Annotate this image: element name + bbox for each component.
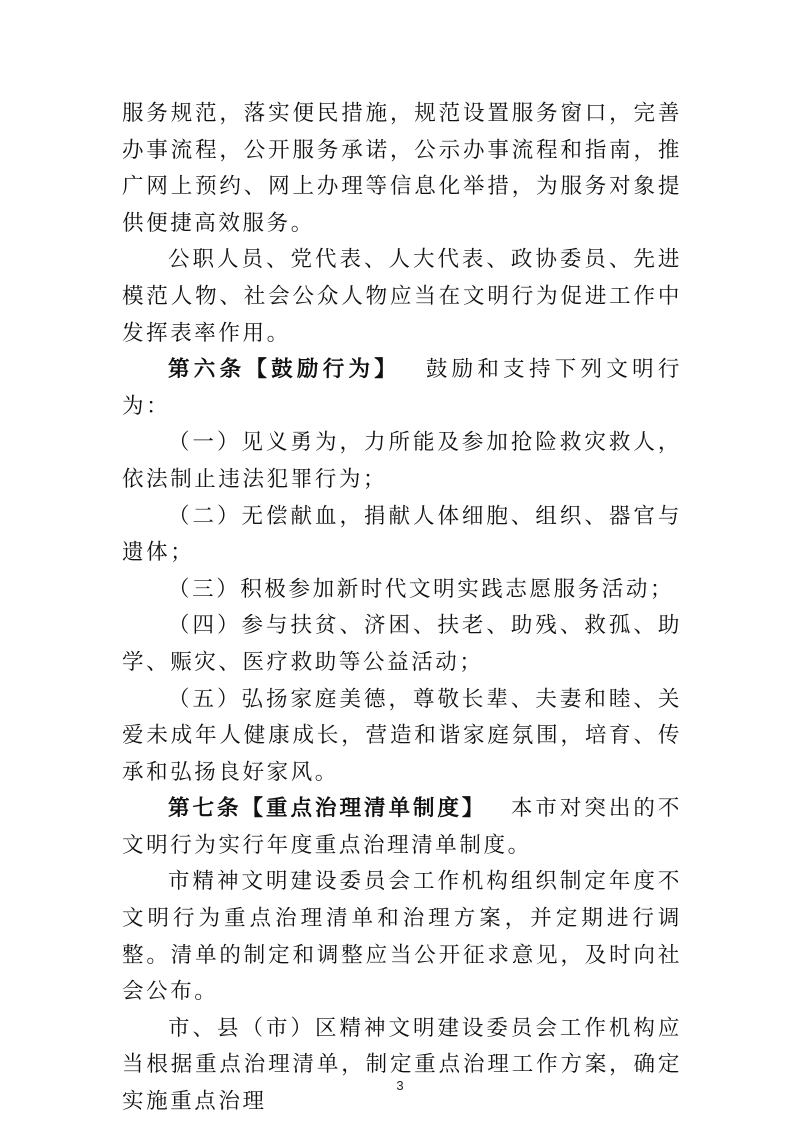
article-6-paragraph	[122, 352, 682, 425]
paragraph-2	[122, 242, 682, 352]
paragraph-text: 公职人员、党代表、人大代表、政协委员、先进模范人物、社会公众人物应当在文明行为促进工作中发挥表率作用。	[122, 247, 682, 346]
paragraph-text: （一）见义勇为，力所能及参加抢险救灾救人，依法制止违法犯罪行为；	[122, 430, 682, 492]
paragraph-text: 本市对突出的不文明行为实行年度重点治理清单制度。	[122, 796, 682, 858]
paragraph-text: （四）参与扶贫、济困、扶老、助残、救孤、助学、赈灾、医疗救助等公益活动；	[122, 613, 682, 675]
paragraph-text: 服务规范，落实便民措施，规范设置服务窗口，完善办事流程，公开服务承诺，公示办事流程和指南，推广网上预约、网上办理等信息化举措，为服务对象提供便捷高效服务。	[122, 101, 682, 236]
page-number: 3	[396, 1078, 404, 1093]
paragraph-10	[122, 864, 682, 1010]
paragraph-text: （三）积极参加新时代文明实践志愿服务活动；	[168, 576, 675, 602]
list-item-4	[122, 608, 682, 681]
paragraph-11	[122, 1011, 682, 1121]
article-heading: 第六条【鼓励行为】	[168, 357, 401, 383]
paragraph-text: 市、县（市）区精神文明建设委员会工作机构应当根据重点治理清单，制定重点治理工作方案，确定实施重点治理	[122, 1015, 682, 1115]
paragraph-text: （二）无偿献血，捐献人体细胞、组织、器官与遗体；	[122, 503, 682, 566]
list-item-5	[122, 682, 682, 792]
list-item-1	[122, 425, 682, 498]
document-page	[122, 96, 682, 1121]
list-item-2	[122, 499, 682, 572]
paragraph-text: 市精神文明建设委员会工作机构组织制定年度不文明行为重点治理清单和治理方案，并定期进行调整。清单的制定和调整应当公开征求意见，及时向社会公布。	[122, 869, 682, 1005]
paragraph-text: （五）弘扬家庭美德，尊敬长辈、夫妻和睦、关爱未成年人健康成长，营造和谐家庭氛围，培育、传承和弘扬良好家风。	[122, 686, 682, 785]
paragraph-text: 鼓励和支持下列文明行为：	[122, 357, 682, 419]
list-item-3	[122, 572, 682, 609]
article-7-paragraph	[122, 791, 682, 864]
article-heading: 第七条【重点治理清单制度】	[168, 796, 487, 822]
paragraph-1	[122, 96, 682, 242]
